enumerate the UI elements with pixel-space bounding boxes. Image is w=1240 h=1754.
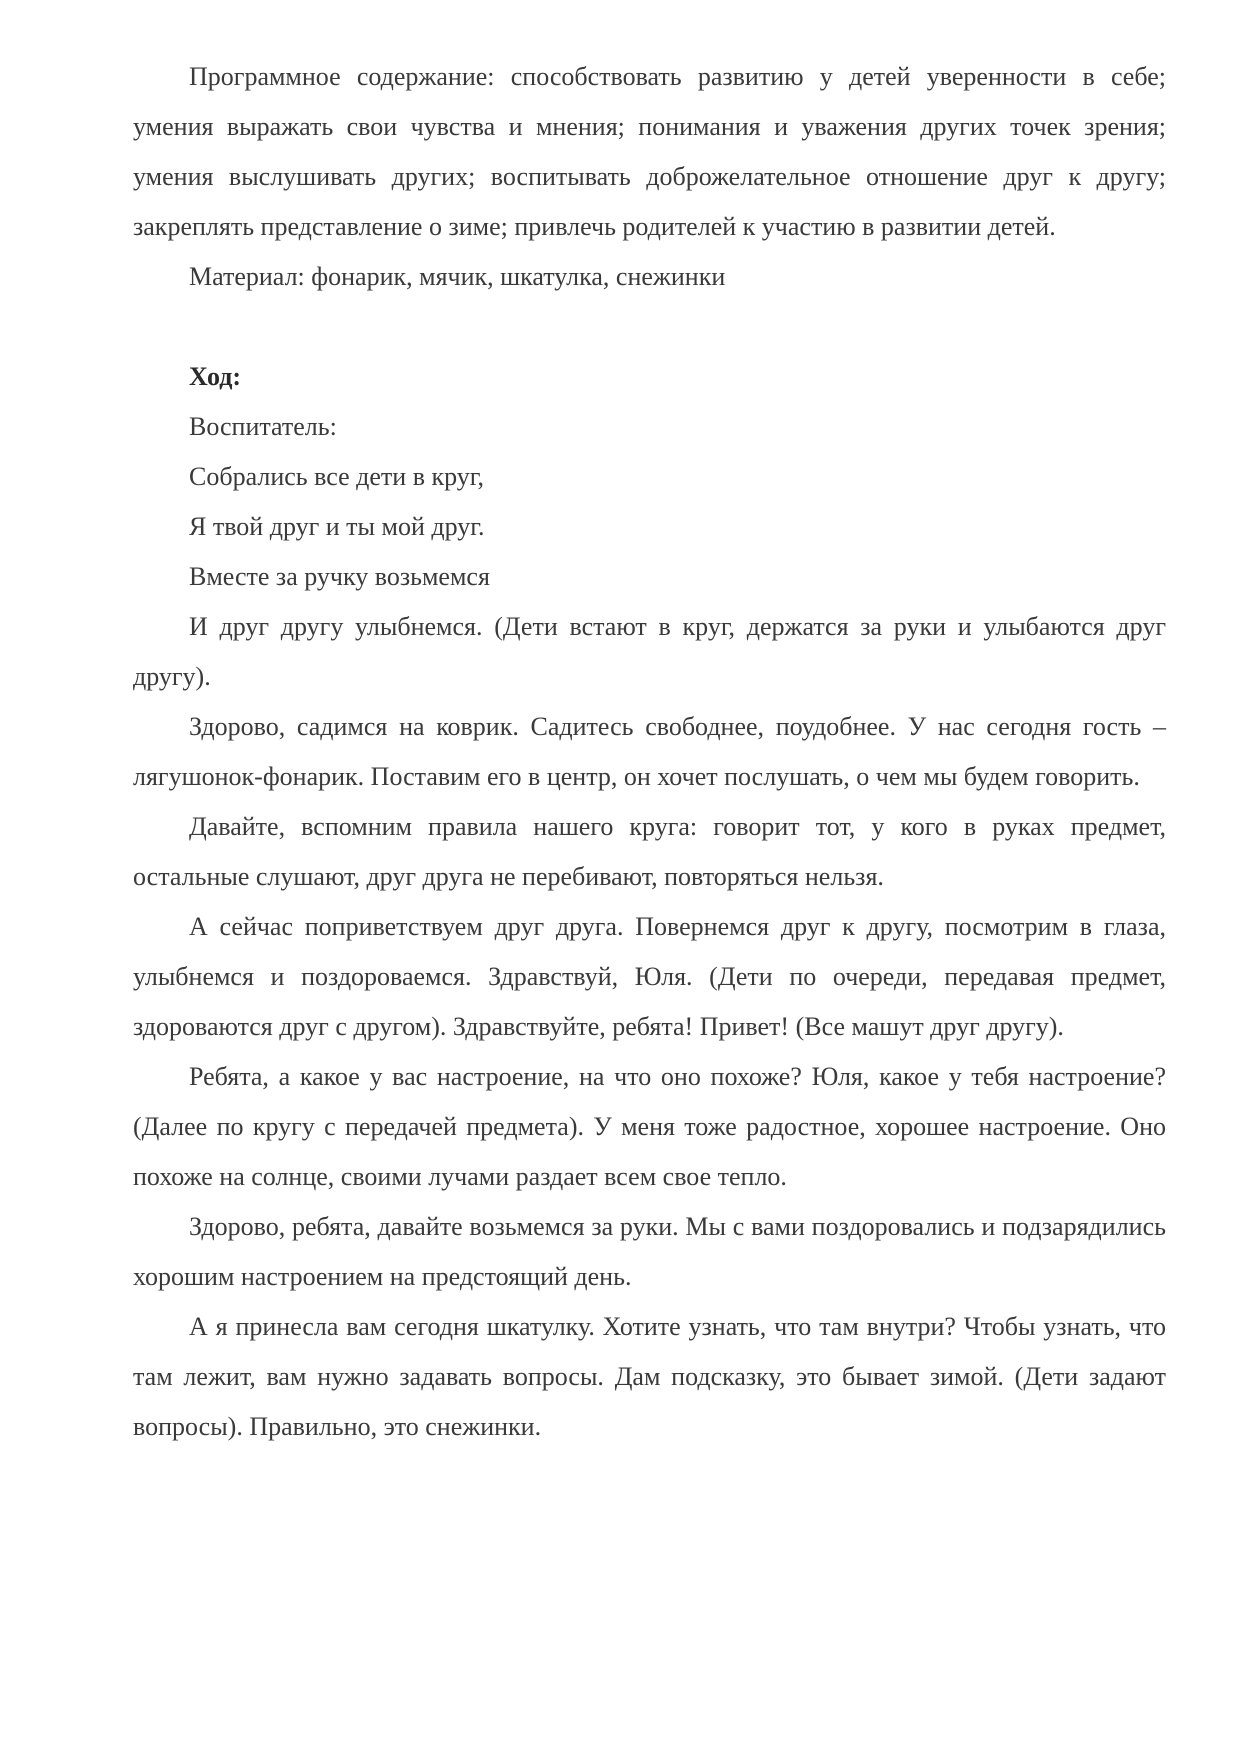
blank-line (133, 302, 1166, 352)
paragraph: Здорово, садимся на коврик. Садитесь свободнее, поудобнее. У нас сегодня гость – лягушонок-фонарик. Поставим его в центр, он хочет послушать, о чем мы будем говорить. (133, 712, 1166, 791)
poem-line: Собрались все дети в круг, (189, 462, 484, 491)
section-heading: Ход: (189, 362, 242, 391)
paragraph: И друг другу улыбнемся. (Дети встают в круг, держатся за руки и улыбаются друг другу). (133, 612, 1166, 691)
program-content-paragraph: Программное содержание: способствовать развитию у детей уверенности в себе; умения выражать свои чувства и мнения; понимания и уважения других точек зрения; умения выслушивать других; воспитывать доброжелательное отношение друг к другу; закреплять представление о зиме; привлечь родителей к участию в развитии детей. (133, 62, 1166, 241)
poem-line: Вместе за ручку возьмемся (189, 562, 490, 591)
paragraph: А сейчас поприветствуем друг друга. Повернемся друг к другу, посмотрим в глаза, улыбнемся и поздороваемся. Здравствуй, Юля. (Дети по очереди, передавая предмет, здороваются друг с другом). Здравствуйте, ребята! Привет! (Все машут друг другу). (133, 912, 1166, 1041)
paragraph: Ребята, а какое у вас настроение, на что оно похоже? Юля, какое у тебя настроение? (Далее по кругу с передачей предмета). У меня тоже радостное, хорошее настроение. Оно похоже на солнце, своими лучами раздает всем свое тепло. (133, 1062, 1166, 1191)
paragraph: Воспитатель: (189, 412, 337, 441)
material-paragraph: Материал: фонарик, мячик, шкатулка, снежинки (189, 262, 726, 291)
paragraph: Давайте, вспомним правила нашего круга: говорит тот, у кого в руках предмет, остальные слушают, друг друга не перебивают, повторяться нельзя. (133, 812, 1166, 891)
paragraph: Здорово, ребята, давайте возьмемся за руки. Мы с вами поздоровались и подзарядились хорошим настроением на предстоящий день. (133, 1212, 1166, 1291)
paragraph: А я принесла вам сегодня шкатулку. Хотите узнать, что там внутри? Чтобы узнать, что там лежит, вам нужно задавать вопросы. Дам подсказку, это бывает зимой. (Дети задают вопросы). Правильно, это снежинки. (133, 1312, 1166, 1441)
document-body (133, 52, 1166, 1452)
poem-line: Я твой друг и ты мой друг. (189, 512, 485, 541)
